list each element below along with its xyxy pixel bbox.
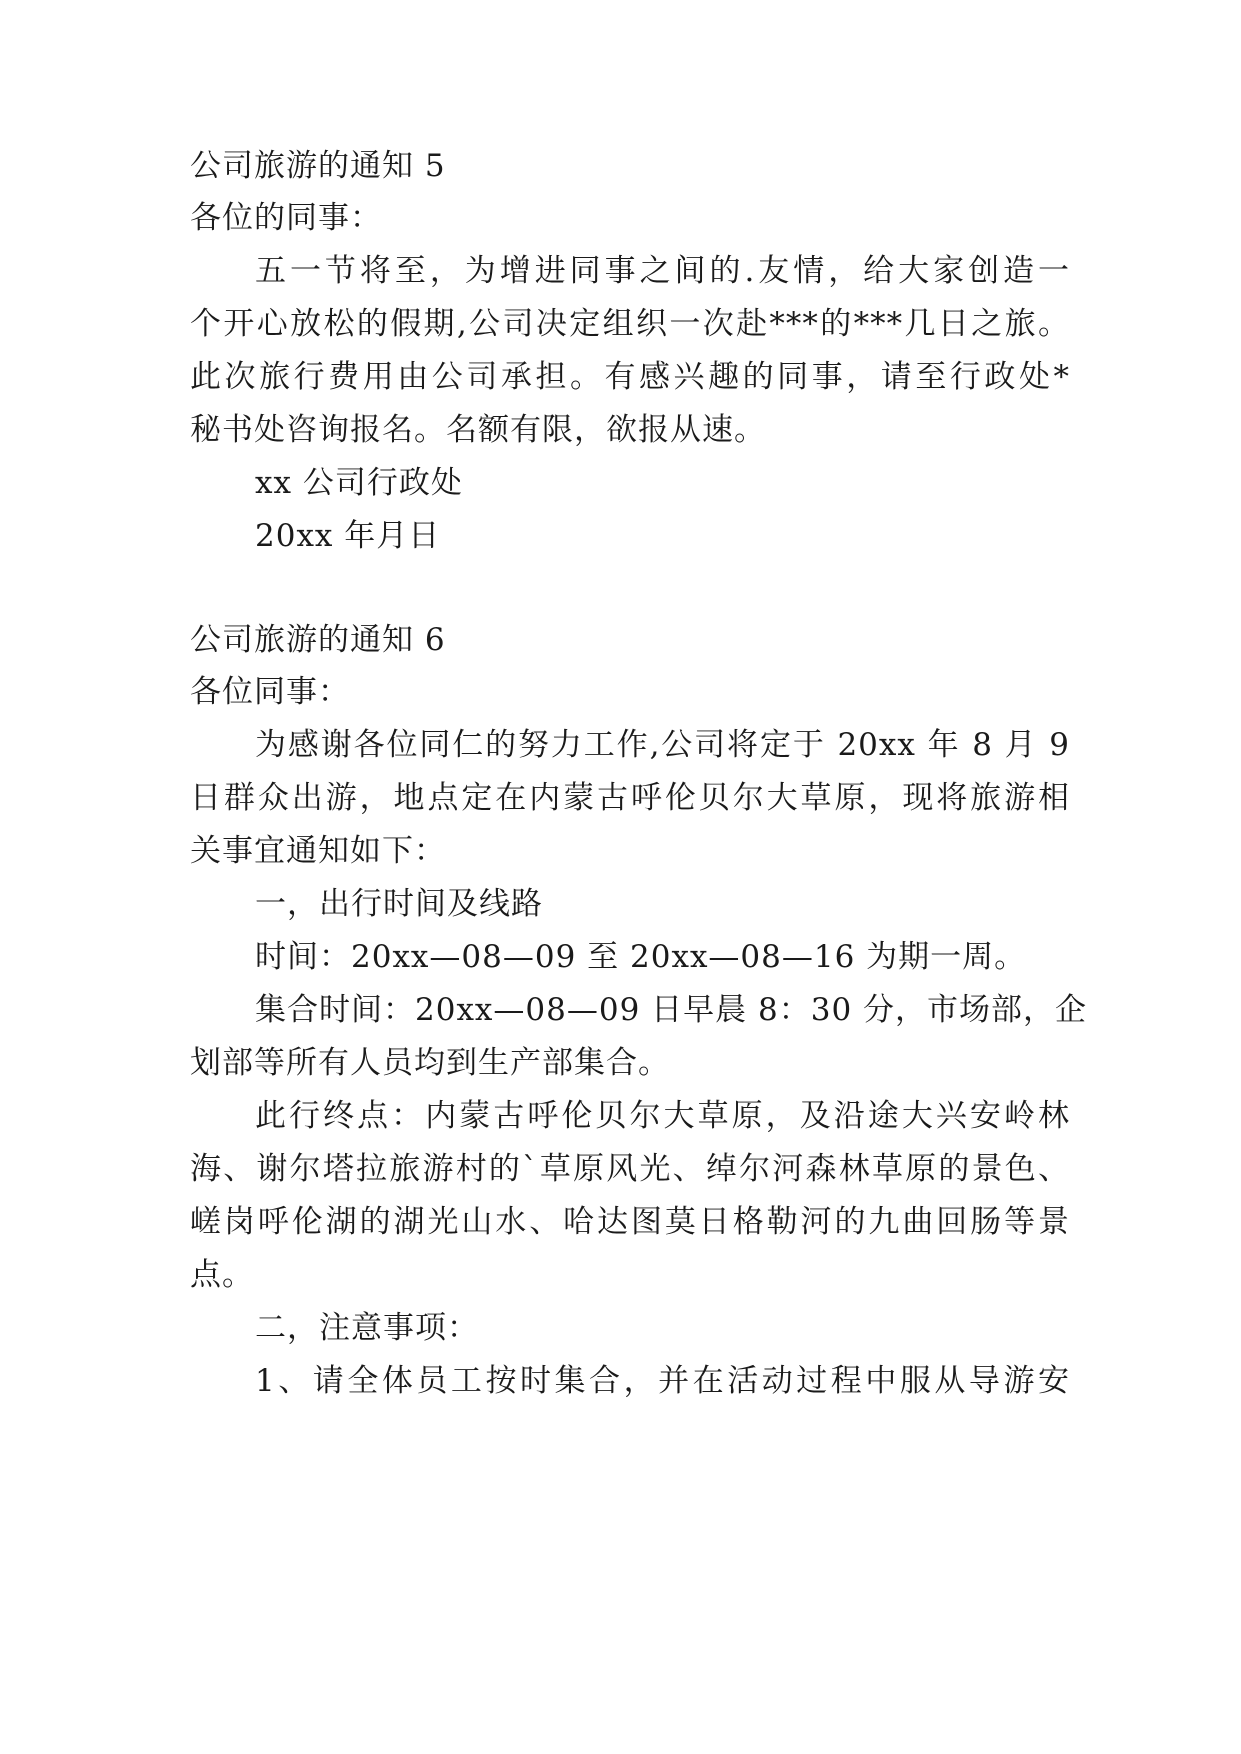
notice6-destination-line: 此行终点：内蒙古呼伦贝尔大草原，及沿途大兴安岭林 [255, 1098, 1070, 1134]
notice5-body-line: 此次旅行费用由公司承担。有感兴趣的同事，请至行政处* [190, 359, 1070, 395]
notice6-intro-line: 为感谢各位同仁的努力工作,公司将定于 20xx 年 8 月 9 [255, 727, 1070, 763]
notice6-gather-line: 划部等所有人员均到生产部集合。 [190, 1045, 670, 1081]
notice6-salutation: 各位同事： [190, 674, 350, 710]
notice6-intro-line: 日群众出游，地点定在内蒙古呼伦贝尔大草原，现将旅游相 [190, 780, 1070, 816]
notice5-body-line: 秘书处咨询报名。名额有限，欲报从速。 [190, 412, 766, 448]
notice6-intro-line: 关事宜通知如下： [190, 833, 446, 869]
notice6-destination-line: 点。 [190, 1257, 254, 1293]
notice6-destination-line: 海、谢尔塔拉旅游村的`草原风光、绰尔河森林草原的景色、 [190, 1151, 1070, 1187]
notice5-body-line: 五一节将至，为增进同事之间的.友情，给大家创造一 [255, 253, 1070, 289]
notice6-gather-line: 集合时间：20xx—08—09 日早晨 8：30 分，市场部，企 [255, 992, 1088, 1028]
notice5-salutation: 各位的同事： [190, 200, 382, 236]
notice5-title: 公司旅游的通知 5 [190, 148, 446, 184]
notice6-item1-line: 1、请全体员工按时集合，并在活动过程中服从导游安 [255, 1363, 1070, 1399]
notice6-destination-line: 嵯岗呼伦湖的湖光山水、哈达图莫日格勒河的九曲回肠等景 [190, 1204, 1070, 1240]
notice5-body-line: 个开心放松的假期,公司决定组织一次赴***的***几日之旅。 [190, 306, 1070, 342]
notice6-time-line: 时间：20xx—08—09 至 20xx—08—16 为期一周。 [255, 939, 1027, 975]
notice5-date: 20xx 年月日 [255, 518, 441, 554]
notice6-title: 公司旅游的通知 6 [190, 622, 446, 658]
notice5-signature: xx 公司行政处 [255, 465, 463, 501]
notice6-section2-heading: 二，注意事项： [255, 1310, 479, 1346]
notice6-section1-heading: 一，出行时间及线路 [255, 886, 543, 922]
